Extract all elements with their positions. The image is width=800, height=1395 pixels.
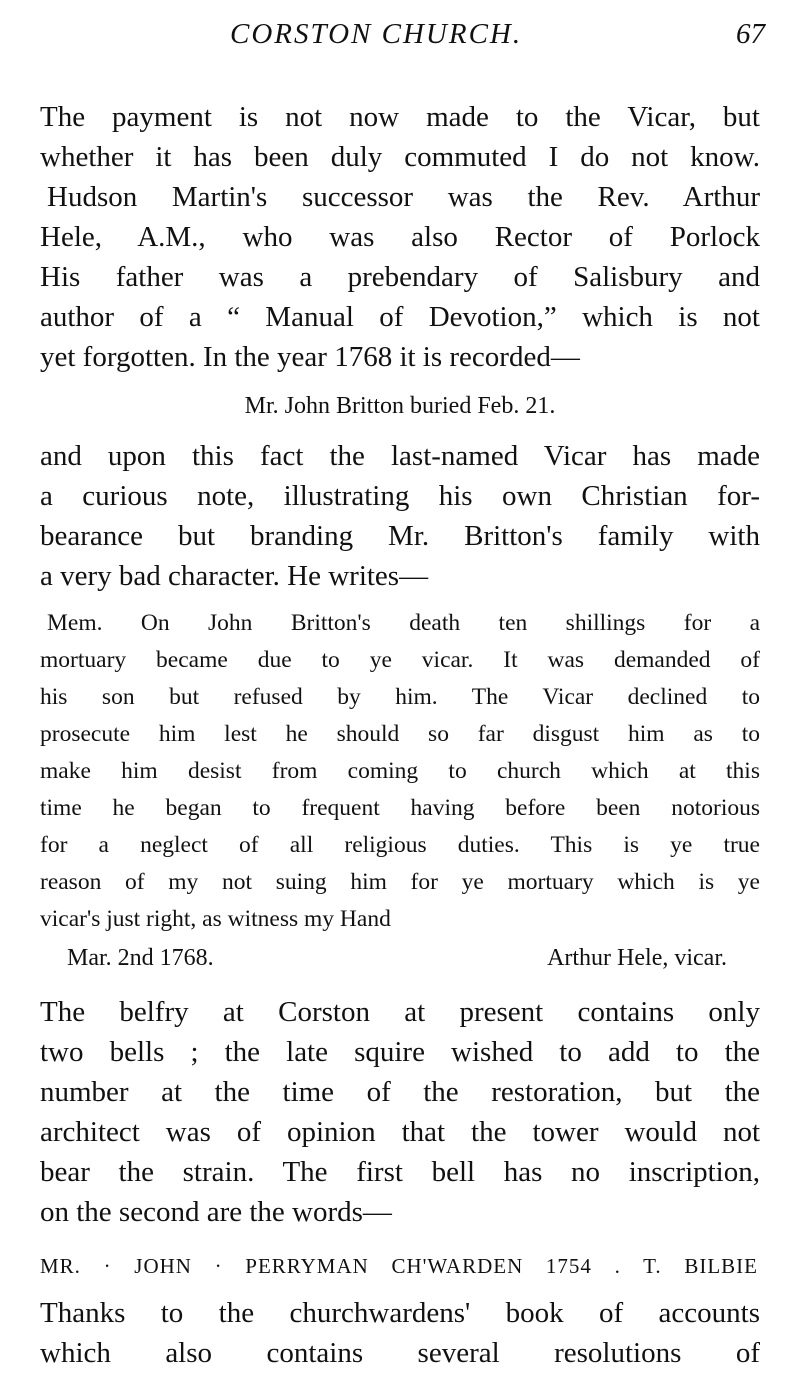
- memo-signer: Arthur Hele, vicar.: [547, 945, 727, 971]
- text-line: architect was of opinion that the tower would not: [40, 1116, 760, 1148]
- text-line: on the second are the words—: [40, 1196, 392, 1228]
- bell-inscription: MR. · JOHN · PERRYMAN CH'WARDEN 1754 . T. BILBIE: [40, 1254, 758, 1278]
- paragraph-note: [40, 436, 760, 596]
- paragraph-successor: [40, 177, 760, 377]
- text-line: The belfry at Corston at present contains only: [40, 996, 760, 1028]
- text-line: vicar's just right, as witness my Hand: [40, 906, 391, 932]
- text-line: Hudson Martin's successor was the Rev. Arthur: [47, 181, 760, 213]
- text-line: reason of my not suing him for ye mortuary which is ye: [40, 869, 760, 895]
- text-line: which also contains several resolutions of: [40, 1337, 760, 1369]
- text-line: The payment is not now made to the Vicar, but: [40, 101, 760, 133]
- paragraph-payment: [40, 97, 760, 177]
- text-line: a curious note, illustrating his own Christian for-: [40, 480, 760, 512]
- memo-quotation: [40, 605, 760, 938]
- running-title: CORSTON CHURCH.: [230, 18, 523, 50]
- text-line: mortuary became due to ye vicar. It was demanded of: [40, 647, 760, 673]
- text-line: number at the time of the restoration, but the: [40, 1076, 760, 1108]
- text-line: His father was a prebendary of Salisbury and: [40, 261, 760, 293]
- text-line: a very bad character. He writes—: [40, 560, 429, 592]
- paragraph-belfry: [40, 992, 760, 1232]
- memo-signature: [67, 945, 727, 981]
- text-line: and upon this fact the last-named Vicar has made: [40, 440, 760, 472]
- text-line: Hele, A.M., who was also Rector of Porlock: [40, 221, 760, 253]
- text-line: prosecute him lest he should so far disgust him as to: [40, 721, 760, 747]
- text-line: Thanks to the churchwardens' book of accounts: [40, 1297, 760, 1329]
- text-line: his son but refused by him. The Vicar declined to: [40, 684, 760, 710]
- register-entry: Mr. John Britton buried Feb. 21.: [244, 393, 556, 419]
- text-line: for a neglect of all religious duties. This is ye true: [40, 832, 760, 858]
- text-line: yet forgotten. In the year 1768 it is recorded—: [40, 341, 580, 373]
- text-line: bearance but branding Mr. Britton's family with: [40, 520, 760, 552]
- text-line: author of a “ Manual of Devotion,” which is not: [40, 301, 760, 333]
- text-line: time he began to frequent having before been notorious: [40, 795, 760, 821]
- text-line: Mem. On John Britton's death ten shillings for a: [47, 610, 760, 636]
- paragraph-accounts: [40, 1293, 760, 1373]
- text-line: make him desist from coming to church which at this: [40, 758, 760, 784]
- text-line: whether it has been duly commuted I do not know.: [40, 141, 760, 173]
- page-number: 67: [736, 18, 765, 50]
- running-head: [40, 18, 765, 58]
- text-line: two bells ; the late squire wished to add to the: [40, 1036, 760, 1068]
- text-line: bear the strain. The first bell has no inscription,: [40, 1156, 760, 1188]
- memo-date: Mar. 2nd 1768.: [67, 945, 214, 971]
